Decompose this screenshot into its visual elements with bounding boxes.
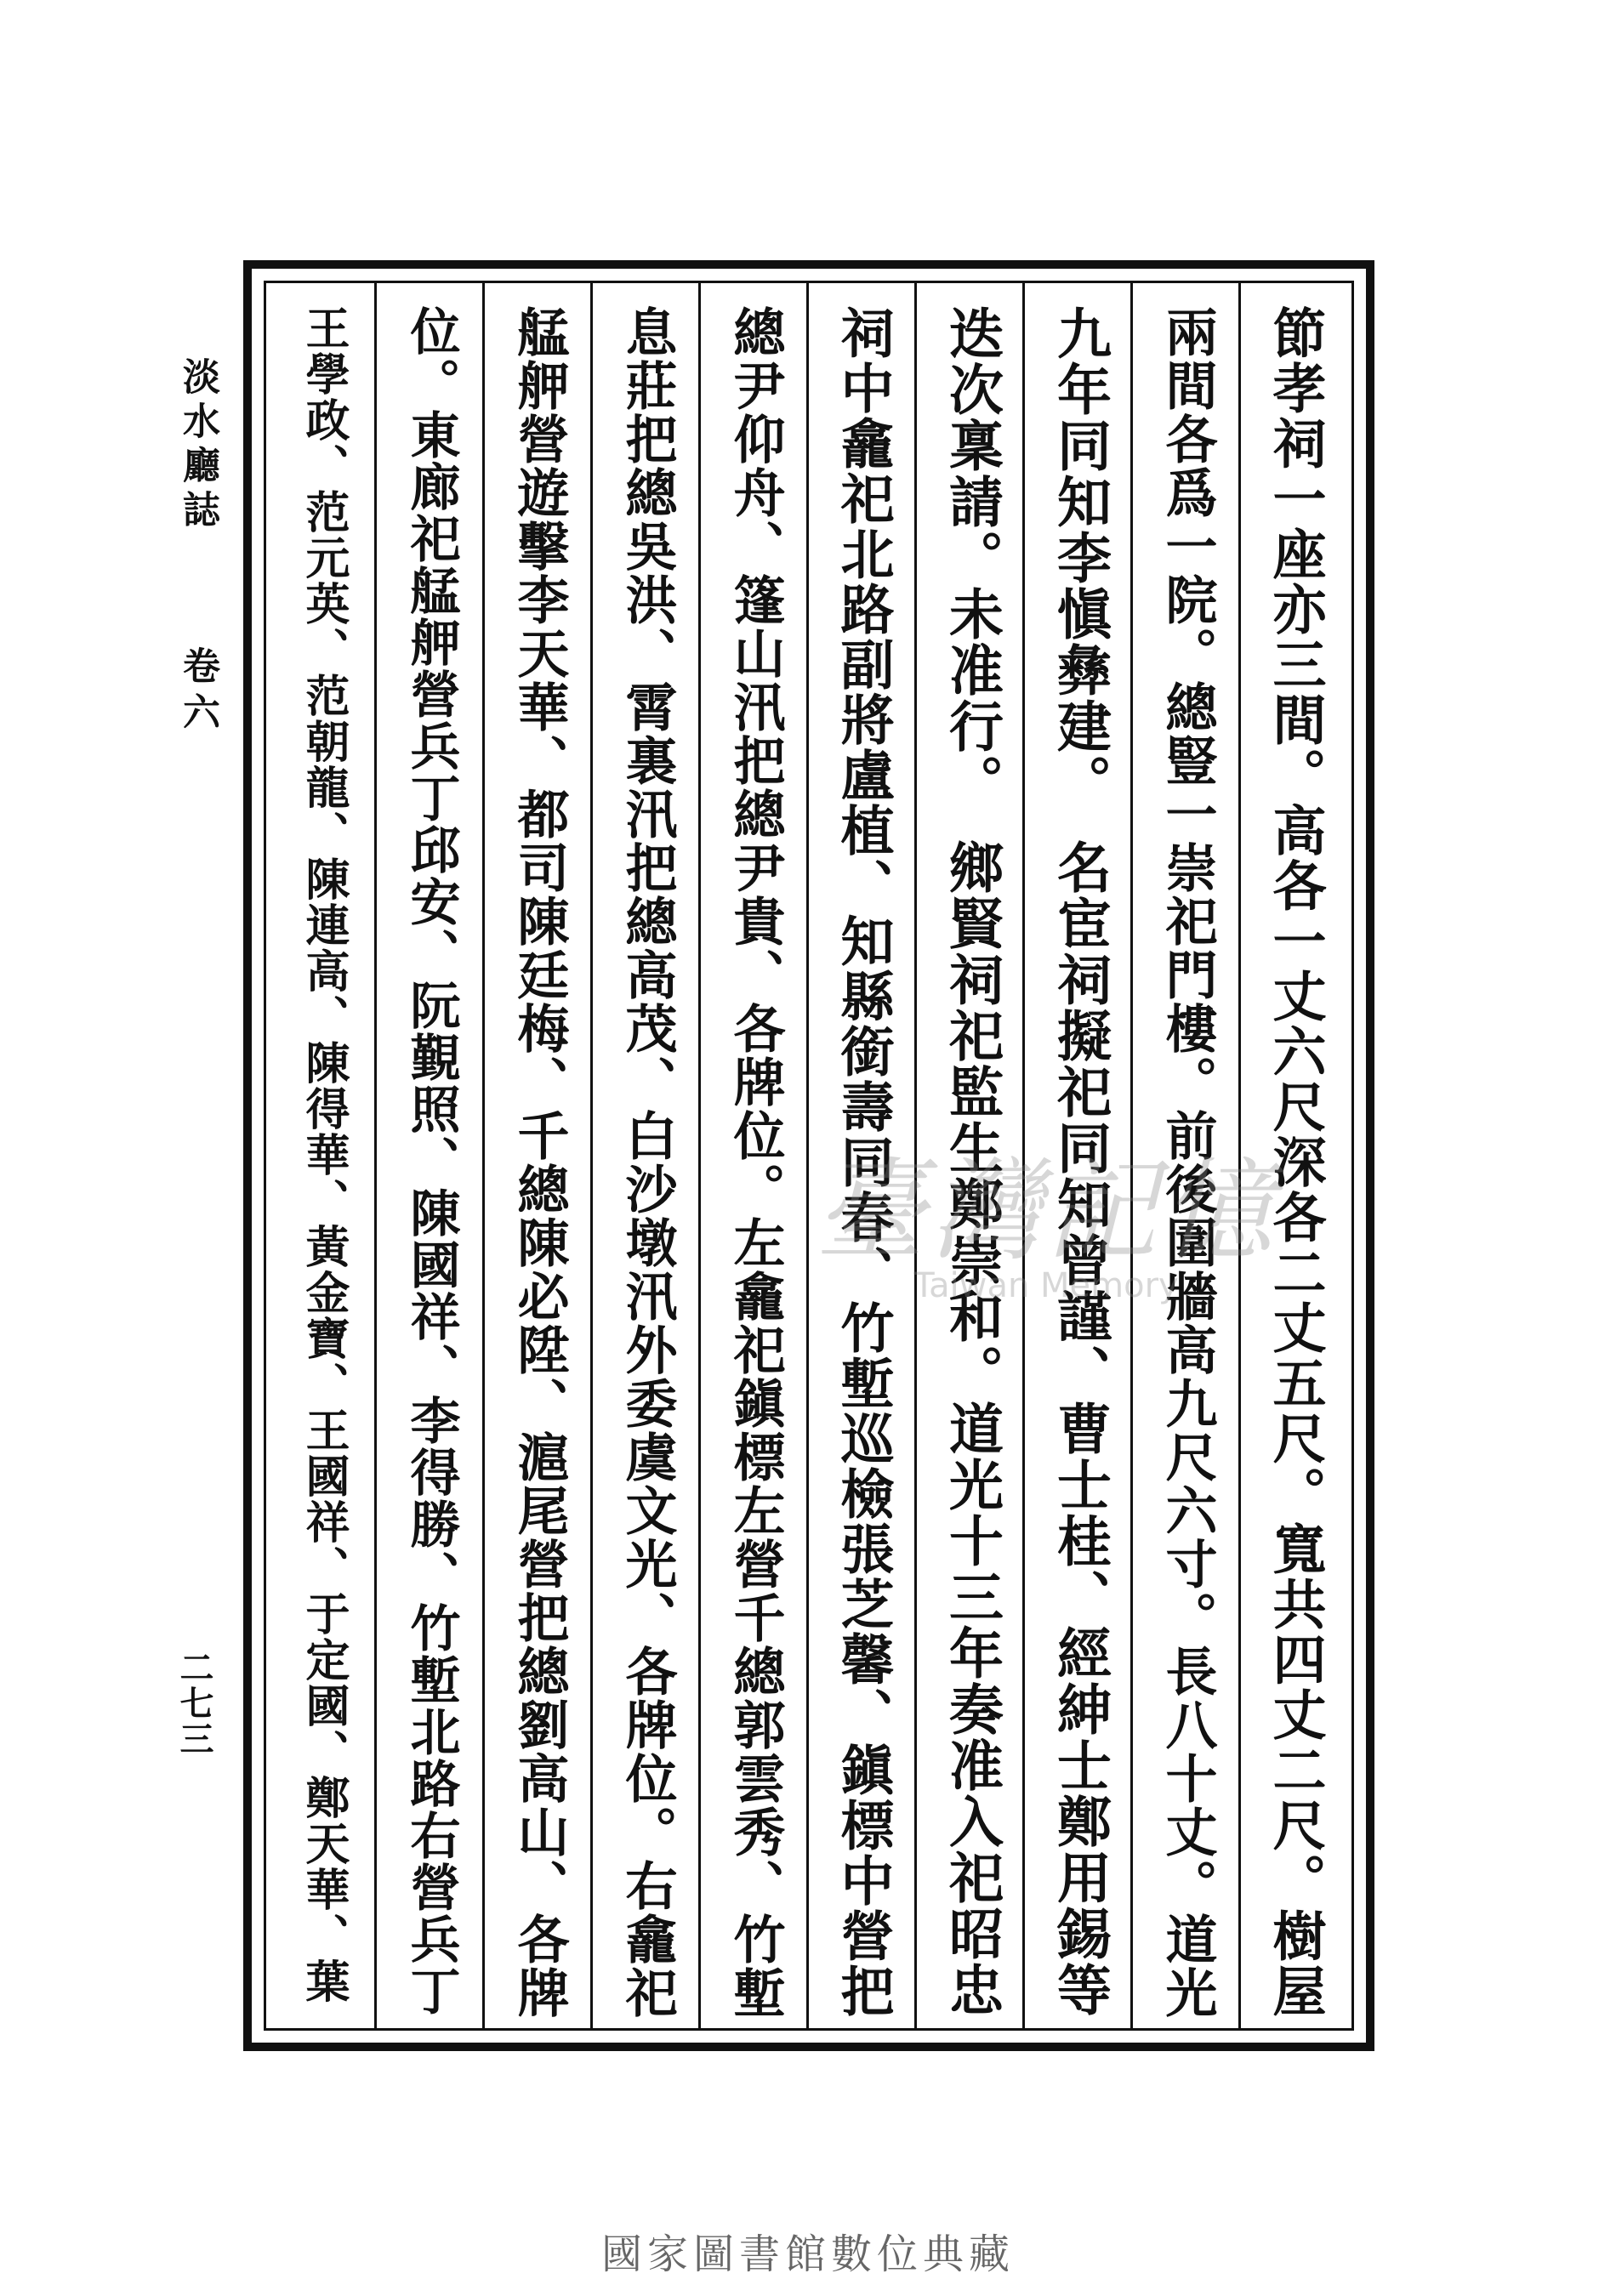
text-column-1: 節孝祠一座亦三間。高各一丈六尺深各二丈五尺。寬共四丈二尺。樹屋	[1264, 305, 1328, 2019]
text-column-6: 總尹仰舟、篷山汛把總尹貴、各牌位。左龕祀鎭標左營千總郭雲秀、竹塹	[725, 305, 786, 2020]
text-column-5: 祠中龕祀北路副將盧植、知縣銜壽同春、竹塹巡檢張芝馨、鎭標中營把	[832, 305, 896, 2019]
text-column-10: 王學政、范元英、范朝龍、陳連高、陳得華、黃金寶、王國祥、于定國、鄭天華、葉	[298, 305, 350, 2004]
column-rule	[698, 283, 701, 2028]
volume-label: 卷六	[176, 646, 219, 738]
column-rule	[482, 283, 485, 2028]
text-column-2: 兩間各爲一院。總豎一崇祀門樓。前後圍牆高九尺六寸。長八十丈。道光	[1157, 305, 1218, 2020]
watermark-english: Taiwan Memory	[913, 1266, 1179, 1305]
text-column-3: 九年同知李愼彝建。 名宦祠擬祀同知曾謹、曹士桂、經紳士鄭用錫等	[1048, 305, 1112, 2018]
text-column-7: 息莊把總吳洪、霄裏汛把總高茂、白沙墩汛外委虞文光、各牌位。右龕祀	[617, 305, 678, 2020]
column-rule	[590, 283, 593, 2028]
book-title: 淡水廳誌	[176, 357, 219, 534]
watermark-logo	[791, 1122, 1301, 1305]
text-column-8: 艋舺營遊擊李天華、都司陳廷梅、千總陳必陞、滬尾營把總劉高山、各牌	[509, 305, 570, 2020]
text-column-9: 位。東廊祀艋舺營兵丁邱安、阮覲照、陳國祥、李得勝、竹塹北路右營兵丁	[401, 305, 461, 2017]
page-number: 二七三	[174, 1650, 214, 1757]
watermark-chinese: 臺灣記憶	[814, 1146, 1277, 1276]
text-column-4: 迭次稟請。未准行。 鄉賢祠祀監生鄭崇和。道光十三年奏准入祀昭忠	[940, 305, 1004, 2018]
library-credit: 國家圖書館數位典藏	[600, 2231, 1015, 2278]
column-rule	[374, 283, 377, 2028]
